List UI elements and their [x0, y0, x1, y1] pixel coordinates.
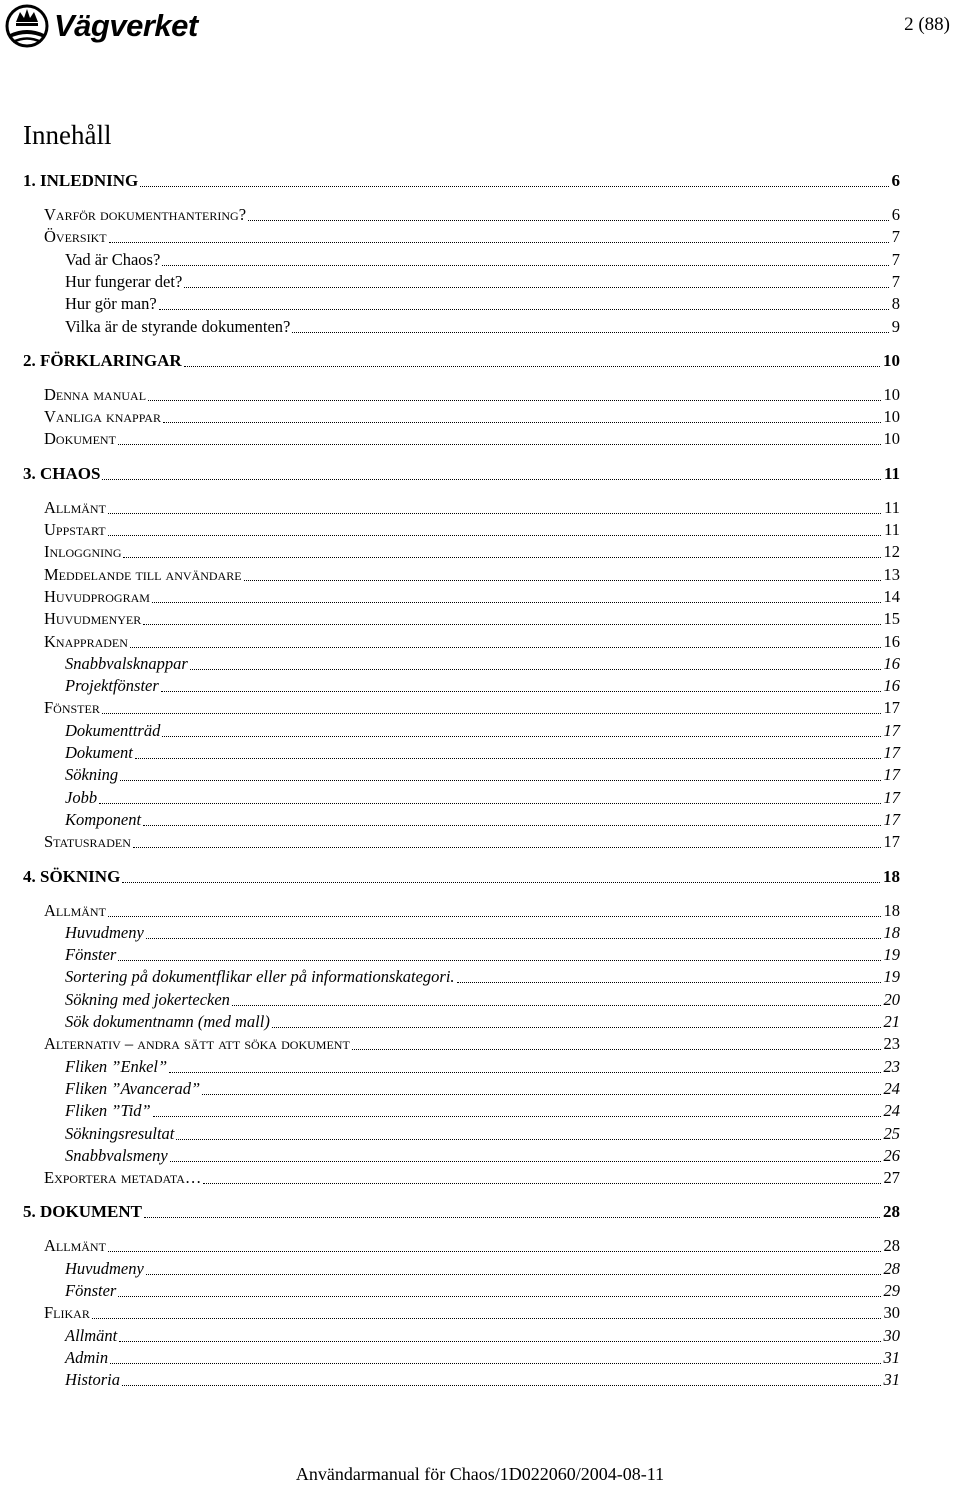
toc-entry[interactable] [65, 720, 900, 742]
toc-entry[interactable] [44, 1235, 900, 1257]
toc-entry[interactable] [23, 866, 900, 888]
toc-entry-label: Vad är Chaos? [65, 249, 161, 269]
toc-leader-dots [232, 1004, 881, 1006]
toc-leader-dots [118, 443, 881, 445]
toc-entry[interactable] [44, 519, 900, 541]
toc-entry-page: 19 [883, 967, 900, 987]
toc-entry-page: 13 [883, 564, 900, 584]
toc-entry-page: 17 [883, 765, 900, 785]
toc-leader-dots [135, 757, 881, 759]
toc-leader-dots [184, 365, 880, 367]
toc-entry-page: 23 [883, 1034, 900, 1054]
toc-entry-label: Allmänt [44, 497, 106, 517]
toc-entry-page: 18 [883, 900, 900, 920]
toc-entry[interactable] [65, 1369, 900, 1391]
toc-entry-page: 16 [883, 676, 900, 696]
toc-entry-label: Meddelande till användare [44, 564, 242, 584]
toc-entry[interactable] [65, 1280, 900, 1302]
toc-entry-page: 17 [883, 809, 900, 829]
toc-entry-label: Historia [65, 1370, 121, 1390]
toc-entry-page: 28 [883, 1202, 900, 1222]
toc-leader-dots [102, 478, 880, 480]
toc-entry-page: 27 [883, 1168, 900, 1188]
toc-entry-page: 17 [883, 743, 900, 762]
toc-entry-label: Jobb [65, 787, 98, 807]
toc-entry[interactable] [44, 406, 900, 428]
toc-entry-label: Sökning [65, 765, 119, 785]
toc-leader-dots [184, 286, 888, 288]
toc-entry-page: 24 [883, 1101, 900, 1121]
page-footer: Användarmanual för Chaos/1D022060/2004-08-11 [295, 1464, 665, 1484]
toc-leader-dots [162, 735, 880, 737]
toc-entry-page: 14 [883, 586, 900, 606]
toc-entry[interactable] [65, 1145, 900, 1167]
toc-entry-label: Statusraden [44, 832, 131, 852]
toc-leader-dots [144, 1216, 880, 1218]
toc-leader-dots [123, 556, 880, 558]
toc-leader-dots [120, 779, 880, 781]
toc-leader-dots [108, 512, 881, 514]
toc-entry-label: Allmänt [44, 1236, 106, 1256]
toc-entry[interactable] [44, 586, 900, 608]
toc-entry-label: Huvudmeny [65, 922, 144, 942]
toc-entry-label: Vilka är de styrande dokumenten? [65, 316, 291, 336]
toc-entry-page: 10 [883, 407, 900, 427]
toc-entry[interactable] [44, 564, 900, 586]
toc-entry[interactable] [44, 428, 900, 450]
toc-entry-page: 11 [884, 497, 900, 517]
toc-entry[interactable] [65, 809, 900, 831]
toc-entry[interactable] [65, 1011, 900, 1033]
toc-entry-label: Fliken ”Enkel” [65, 1056, 168, 1076]
toc-entry-page: 7 [891, 271, 900, 291]
toc-entry[interactable] [44, 1033, 900, 1055]
toc-entry[interactable] [65, 316, 900, 338]
toc-entry-page: 10 [883, 384, 900, 404]
toc-leader-dots [122, 881, 880, 883]
toc-entry-page: 26 [883, 1145, 900, 1165]
toc-leader-dots [130, 646, 881, 648]
toc-entry-page: 30 [883, 1303, 900, 1323]
toc-leader-dots [143, 623, 880, 625]
toc-entry-page: 11 [883, 463, 900, 483]
page-number: 2 (88) [904, 14, 950, 35]
toc-leader-dots [169, 1071, 880, 1073]
toc-leader-dots [170, 1160, 881, 1162]
toc-entry[interactable] [65, 1325, 900, 1347]
toc-entry[interactable] [65, 787, 900, 809]
toc-entry-page: 30 [883, 1325, 900, 1345]
toc-entry-page: 16 [883, 653, 900, 673]
toc-leader-dots [248, 219, 889, 221]
toc-entry-label: Allmänt [65, 1325, 118, 1345]
toc-entry-label: Fliken ”Tid” [65, 1101, 151, 1121]
toc-entry[interactable] [65, 1078, 900, 1100]
toc-entry-label: Fönster [65, 945, 117, 965]
toc-entry-label: Dokument [65, 743, 133, 762]
toc-entry[interactable] [44, 226, 900, 248]
toc-entry-label: Denna manual [44, 384, 147, 404]
toc-entry[interactable] [65, 966, 900, 988]
toc-leader-dots [108, 1250, 881, 1252]
toc-leader-dots [153, 1115, 881, 1117]
toc-leader-dots [203, 1182, 880, 1184]
toc-entry-page: 20 [883, 989, 900, 1009]
toc-entry-label: Sortering på dokumentflikar eller på informationskategori. [65, 967, 455, 987]
toc-entry-page: 18 [883, 866, 900, 886]
toc-entry-page: 12 [883, 542, 900, 562]
toc-entry[interactable] [65, 1258, 900, 1280]
toc-entry-label: Projektfönster [65, 676, 159, 696]
toc-entry-label: Snabbvalsmeny [65, 1145, 168, 1165]
toc-leader-dots [457, 981, 881, 983]
toc-entry-label: Huvudmeny [65, 1258, 144, 1278]
toc-leader-dots [92, 1317, 881, 1319]
toc-entry-label: Hur fungerar det? [65, 271, 183, 291]
toc-entry-page: 11 [884, 520, 900, 539]
toc-leader-dots [108, 534, 882, 536]
toc-leader-dots [161, 690, 881, 692]
toc-entry-page: 18 [883, 922, 900, 942]
toc-leader-dots [102, 712, 881, 714]
toc-entry[interactable] [65, 653, 900, 675]
toc-entry-page: 7 [891, 249, 900, 269]
toc-entry-label: Sök dokumentnamn (med mall) [65, 1012, 270, 1031]
toc-entry-label: Allmänt [44, 900, 106, 920]
toc-entry-page: 25 [883, 1123, 900, 1143]
toc-entry-page: 21 [883, 1012, 900, 1031]
toc-leader-dots [108, 915, 881, 917]
toc-entry-label: Fliken ”Avancerad” [65, 1078, 201, 1098]
toc-entry-label: Inloggning [44, 542, 122, 562]
toc-leader-dots [119, 1340, 880, 1342]
toc-entry-page: 6 [891, 171, 900, 190]
toc-entry[interactable] [44, 831, 900, 853]
toc-entry[interactable] [44, 1302, 900, 1324]
toc-entry-label: 4. SÖKNING [23, 866, 121, 886]
toc-leader-dots [176, 1138, 880, 1140]
toc-entry-page: 9 [891, 316, 900, 336]
toc-entry[interactable] [44, 900, 900, 922]
toc-entry[interactable] [23, 350, 900, 372]
toc-entry-page: 10 [883, 429, 900, 449]
toc-entry[interactable] [65, 293, 900, 315]
toc-entry[interactable] [44, 697, 900, 719]
toc-entry-label: Admin [65, 1347, 109, 1367]
toc-entry[interactable] [44, 497, 900, 519]
toc-leader-dots [244, 579, 881, 581]
toc-entry-page: 17 [883, 698, 900, 718]
toc-entry-page: 16 [883, 631, 900, 651]
toc-leader-dots [143, 824, 880, 826]
toc-entry[interactable] [65, 989, 900, 1011]
toc-entry-label: Huvudmenyer [44, 609, 142, 629]
toc-leader-dots [272, 1026, 881, 1028]
toc-leader-dots [133, 846, 881, 848]
toc-entry[interactable] [65, 249, 900, 271]
toc-entry-label: Fönster [44, 698, 100, 718]
toc-entry[interactable] [65, 675, 900, 697]
toc-leader-dots [163, 421, 881, 423]
toc-entry-label: Fönster [65, 1281, 117, 1300]
toc-entry-label: Vanliga knappar [44, 407, 161, 427]
toc-entry[interactable] [44, 204, 900, 226]
toc-entry-page: 31 [883, 1370, 900, 1390]
toc-leader-dots [122, 1384, 880, 1386]
toc-entry[interactable] [44, 631, 900, 653]
toc-entry[interactable] [65, 764, 900, 786]
toc-leader-dots [146, 937, 881, 939]
toc-entry-page: 24 [883, 1078, 900, 1098]
toc-entry[interactable] [23, 463, 900, 485]
toc-entry[interactable] [65, 944, 900, 966]
toc-entry-label: Sökning med jokertecken [65, 989, 230, 1009]
toc-leader-dots [110, 1362, 880, 1364]
toc-entry-page: 6 [891, 205, 900, 224]
toc-entry-label: Alternativ – andra sätt att söka dokument [44, 1034, 350, 1054]
toc-entry-label: Huvudprogram [44, 586, 150, 606]
toc-entry[interactable] [44, 541, 900, 563]
toc-entry-page: 7 [891, 227, 900, 247]
toc-entry-label: 2. FÖRKLARINGAR [23, 350, 182, 370]
toc-entry-page: 28 [883, 1236, 900, 1256]
toc-leader-dots [202, 1093, 880, 1095]
toc-leader-dots [352, 1048, 881, 1050]
toc-leader-dots [99, 802, 880, 804]
toc-entry[interactable] [23, 1201, 900, 1223]
toc-entry[interactable] [65, 742, 900, 764]
toc-entry-page: 15 [883, 609, 900, 629]
toc-leader-dots [140, 185, 888, 187]
toc-entry-page: 17 [883, 720, 900, 740]
logo-text: Vägverket [54, 8, 198, 43]
toc-entry-page: 17 [883, 787, 900, 807]
toc-entry[interactable] [65, 271, 900, 293]
toc-leader-dots [109, 241, 889, 243]
toc-leader-dots [152, 601, 881, 603]
toc-entry[interactable] [44, 608, 900, 630]
toc-entry-page: 19 [883, 945, 900, 965]
toc-entry-label: Översikt [44, 227, 107, 247]
toc-entry-label: 1. INLEDNING [23, 171, 139, 190]
toc-entry-label: Dokument [44, 429, 116, 449]
toc-leader-dots [118, 959, 880, 961]
toc-entry-page: 8 [891, 294, 900, 314]
toc-entry-label: Exportera metadata… [44, 1168, 202, 1188]
toc-entry[interactable] [65, 1100, 900, 1122]
toc-leader-dots [148, 399, 880, 401]
toc-entry[interactable] [44, 1167, 900, 1189]
page-title: Innehåll [23, 120, 112, 150]
toc-entry[interactable] [65, 1347, 900, 1369]
toc-leader-dots [190, 668, 881, 670]
toc-entry-label: Sökningsresultat [65, 1123, 175, 1143]
toc-entry-label: Knappraden [44, 631, 128, 651]
toc-leader-dots [146, 1273, 881, 1275]
toc-leader-dots [162, 264, 888, 266]
toc-entry-label: Dokumentträd [65, 720, 161, 740]
toc-entry[interactable] [65, 1056, 900, 1078]
toc-entry-label: Hur gör man? [65, 294, 157, 314]
header-logo [4, 2, 198, 48]
toc-entry[interactable] [44, 384, 900, 406]
toc-entry[interactable] [65, 922, 900, 944]
toc-entry-label: Snabbvalsknappar [65, 653, 188, 673]
toc-entry-label: 3. CHAOS [23, 463, 101, 483]
toc-entry-page: 10 [883, 350, 900, 370]
toc-leader-dots [118, 1295, 880, 1297]
toc-entry-label: Komponent [65, 809, 142, 829]
toc-leader-dots [159, 308, 889, 310]
toc-entry-label: Flikar [44, 1303, 90, 1323]
toc-leader-dots [292, 331, 888, 333]
toc-entry-page: 28 [883, 1258, 900, 1278]
toc-entry-page: 23 [883, 1056, 900, 1076]
toc-entry-page: 17 [883, 832, 900, 852]
toc-entry-label: 5. DOKUMENT [23, 1202, 142, 1222]
toc-entry-label: Varför dokumenthantering? [44, 205, 247, 224]
crown-emblem-icon [4, 2, 50, 48]
toc-entry-page: 31 [883, 1347, 900, 1367]
toc-entry[interactable] [23, 170, 900, 192]
toc-entry-label: Uppstart [44, 520, 106, 539]
toc-entry-page: 29 [883, 1281, 900, 1300]
toc-entry[interactable] [65, 1123, 900, 1145]
